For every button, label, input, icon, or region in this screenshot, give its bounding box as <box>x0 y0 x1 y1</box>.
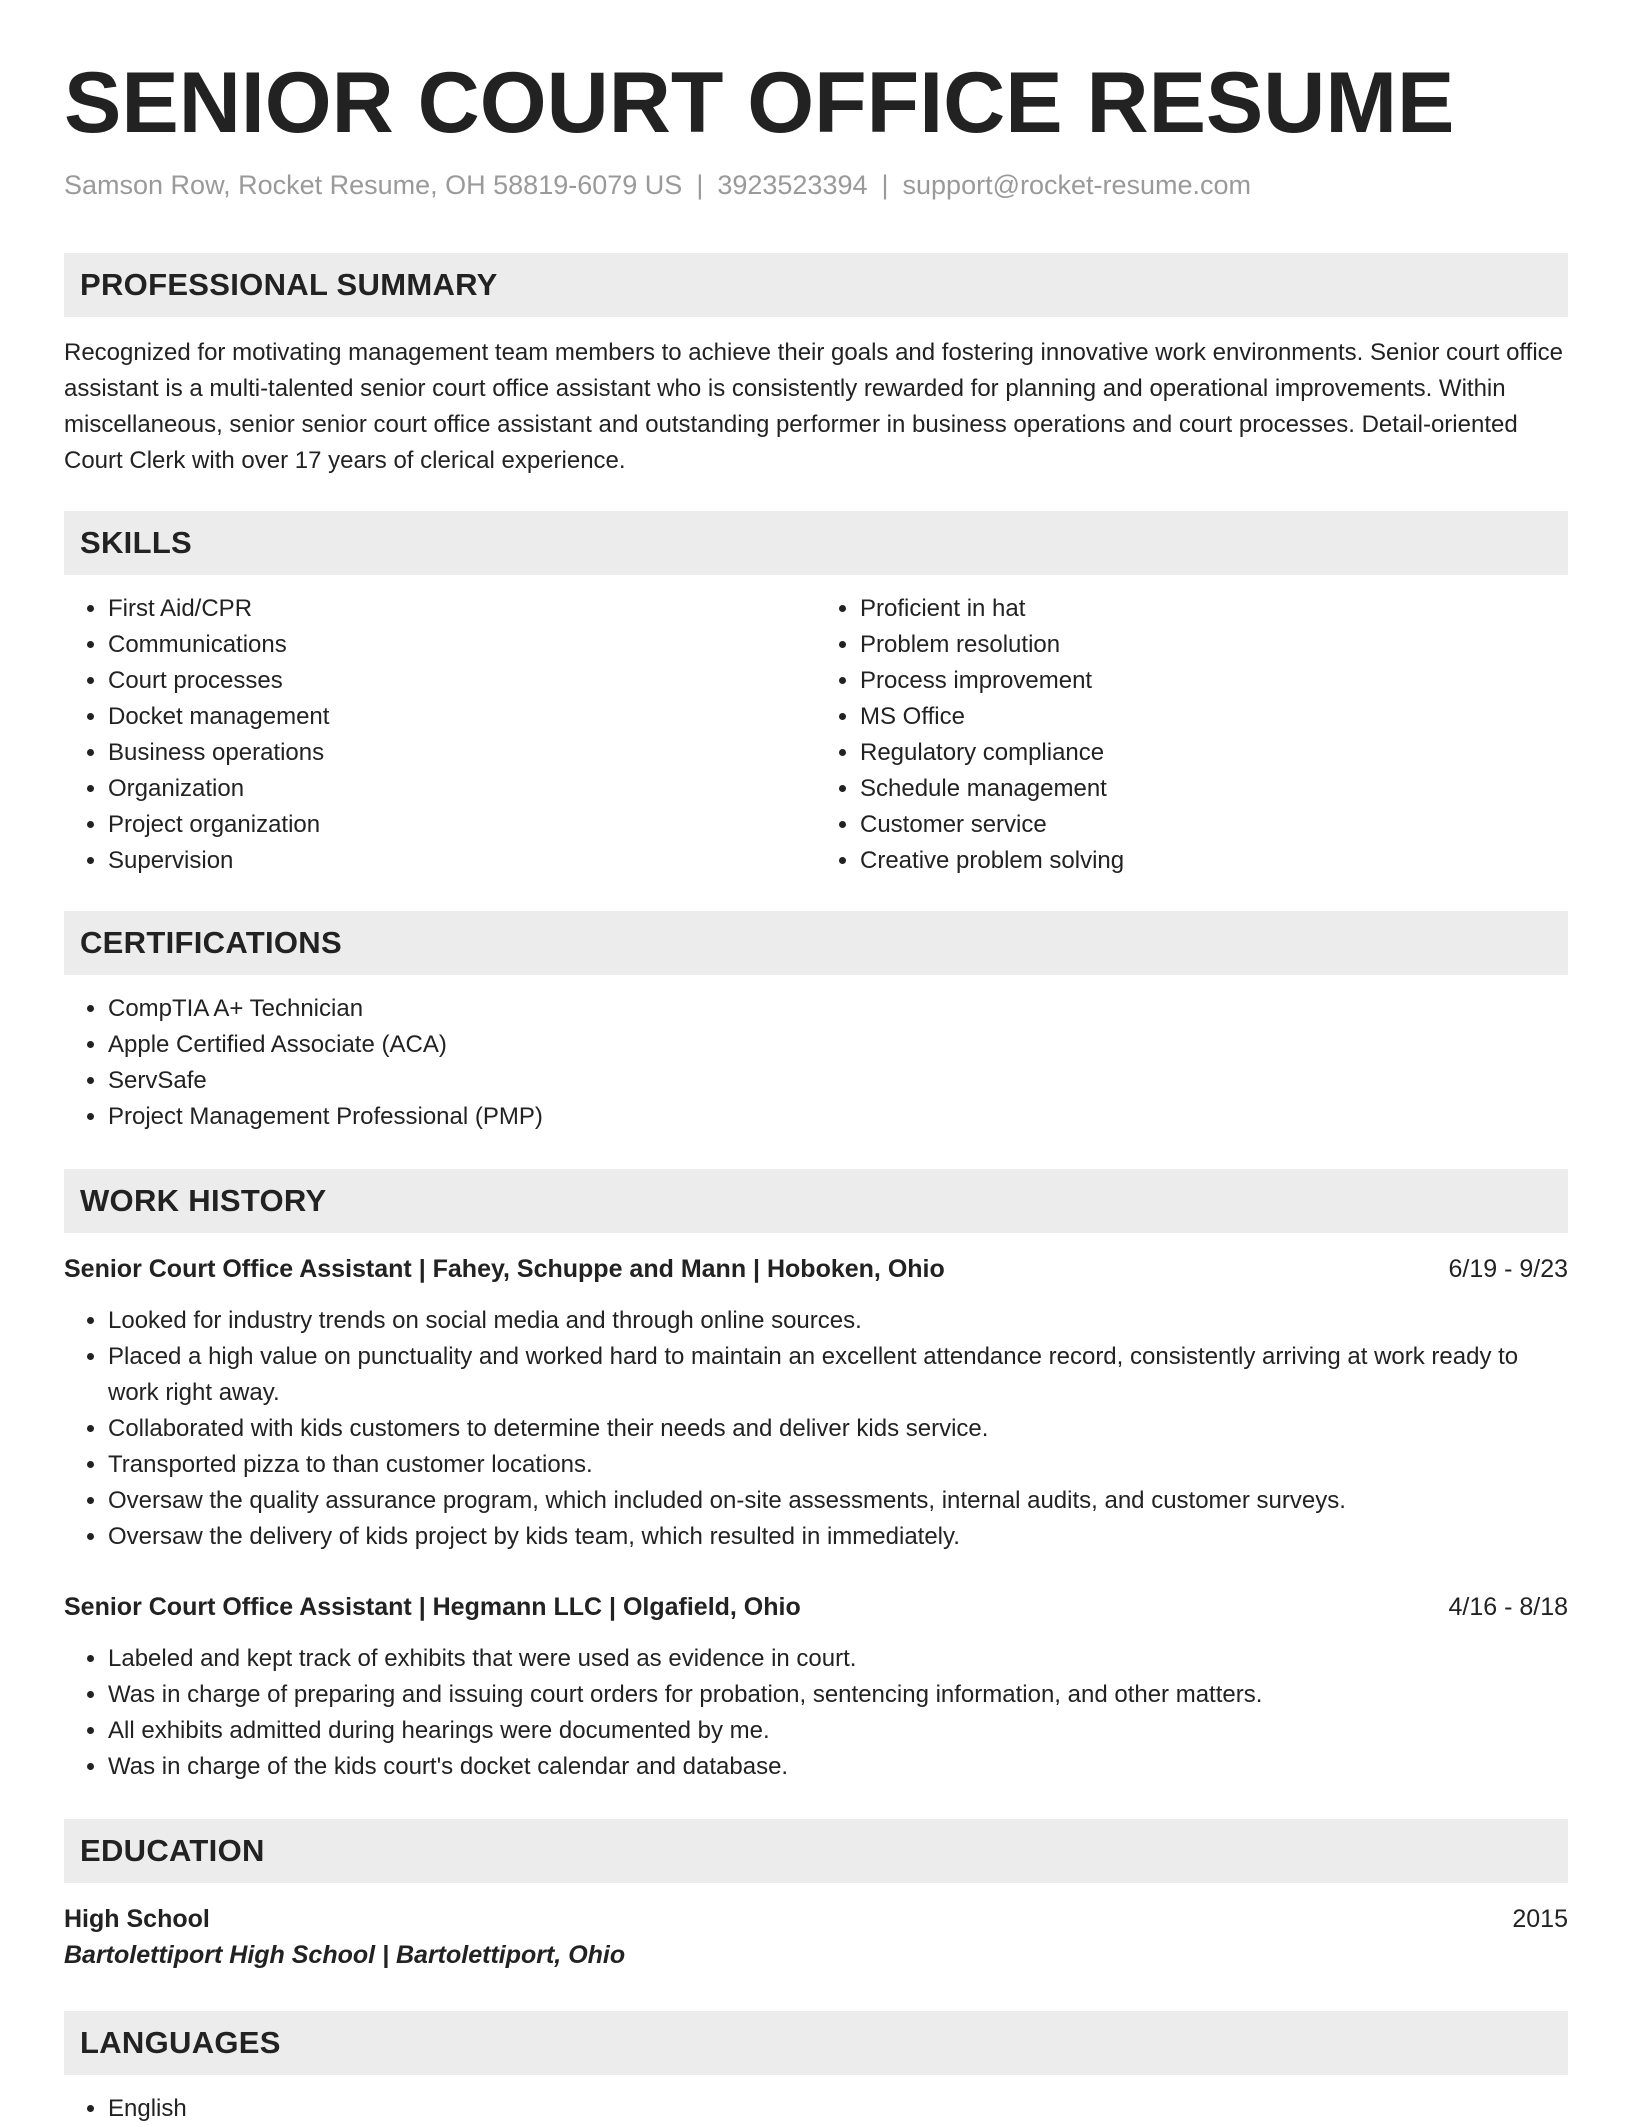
skill-item: • First Aid/CPR <box>108 591 816 627</box>
contact-phone: 3923523394 <box>717 170 868 200</box>
education-degree: High School <box>64 1905 210 1933</box>
job-bullets <box>64 1303 1568 1555</box>
certification-item: • ServSafe <box>108 1063 1568 1099</box>
skill-item: • Problem resolution <box>860 627 1568 663</box>
skills-heading: SKILLS <box>64 511 1568 575</box>
languages-list <box>64 2091 1568 2127</box>
job-bullet: • Placed a high value on punctuality and worked hard to maintain an excellent attendance record, consistently arriving at work ready to work right away. <box>108 1339 1568 1411</box>
skill-item: • Business operations <box>108 735 816 771</box>
skill-item: • Supervision <box>108 843 816 879</box>
contact-separator: | <box>881 170 889 200</box>
job-bullets <box>64 1641 1568 1785</box>
skill-item: • MS Office <box>860 699 1568 735</box>
skills-column-right <box>816 591 1568 879</box>
contact-address: Samson Row, Rocket Resume, OH 58819-6079 US <box>64 170 683 200</box>
job-bullet: • Was in charge of the kids court's docket calendar and database. <box>108 1749 1568 1785</box>
job-header <box>64 1251 1568 1287</box>
skill-item: • Process improvement <box>860 663 1568 699</box>
job-bullet: • Collaborated with kids customers to determine their needs and deliver kids service. <box>108 1411 1568 1447</box>
certification-item: • Apple Certified Associate (ACA) <box>108 1027 1568 1063</box>
skill-item: • Organization <box>108 771 816 807</box>
job-bullet: • Transported pizza to than customer locations. <box>108 1447 1568 1483</box>
job-bullet: • All exhibits admitted during hearings were documented by me. <box>108 1713 1568 1749</box>
work-history-heading: WORK HISTORY <box>64 1169 1568 1233</box>
job-header <box>64 1589 1568 1625</box>
skill-item: • Creative problem solving <box>860 843 1568 879</box>
skill-item: • Schedule management <box>860 771 1568 807</box>
skill-item: • Proficient in hat <box>860 591 1568 627</box>
contact-separator: | <box>696 170 704 200</box>
languages-heading: LANGUAGES <box>64 2011 1568 2075</box>
contact-email: support@rocket-resume.com <box>902 170 1252 200</box>
certifications-list <box>64 991 1568 1135</box>
skills-list <box>64 591 1568 879</box>
certification-item: • Project Management Professional (PMP) <box>108 1099 1568 1135</box>
education-year: 2015 <box>1512 1905 1568 1933</box>
skill-item: • Docket management <box>108 699 816 735</box>
job-title: Senior Court Office Assistant | Hegmann LLC | Olgafield, Ohio <box>64 1593 801 1621</box>
job-bullet: • Looked for industry trends on social media and through online sources. <box>108 1303 1568 1339</box>
summary-text: Recognized for motivating management team members to achieve their goals and fostering innovative work environments. Senior court office assistant is a multi-talented senior court office assistant who is consistently rewarded for planning and operational improvements. Within miscellaneous, senior senior court office assistant and outstanding performer in business operations and court processes. Detail-oriented Court Clerk with over 17 years of clerical experience. <box>64 339 1563 474</box>
skill-item: • Regulatory compliance <box>860 735 1568 771</box>
education-heading: EDUCATION <box>64 1819 1568 1883</box>
skill-item: • Customer service <box>860 807 1568 843</box>
job-dates: 4/16 - 8/18 <box>1448 1593 1568 1621</box>
education-school: Bartolettiport High School | Bartolettiport, Ohio <box>64 1941 626 1969</box>
language-item: • English <box>108 2091 1568 2127</box>
skills-column-left <box>64 591 816 879</box>
education-header <box>64 1901 1568 1937</box>
skill-item: • Communications <box>108 627 816 663</box>
summary-heading: PROFESSIONAL SUMMARY <box>64 253 1568 317</box>
skill-item: • Court processes <box>108 663 816 699</box>
skill-item: • Project organization <box>108 807 816 843</box>
contact-line <box>64 170 1568 201</box>
certifications-heading: CERTIFICATIONS <box>64 911 1568 975</box>
certification-item: • CompTIA A+ Technician <box>108 991 1568 1027</box>
job-title: Senior Court Office Assistant | Fahey, Schuppe and Mann | Hoboken, Ohio <box>64 1255 945 1283</box>
job-bullet: • Oversaw the quality assurance program, which included on-site assessments, internal audits, and customer surveys. <box>108 1483 1568 1519</box>
job-bullet: • Oversaw the delivery of kids project by kids team, which resulted in immediately. <box>108 1519 1568 1555</box>
job-bullet: • Was in charge of preparing and issuing court orders for probation, sentencing information, and other matters. <box>108 1677 1568 1713</box>
resume-title: SENIOR COURT OFFICE RESUME <box>64 55 1455 151</box>
job-dates: 6/19 - 9/23 <box>1448 1255 1568 1283</box>
job-bullet: • Labeled and kept track of exhibits that were used as evidence in court. <box>108 1641 1568 1677</box>
